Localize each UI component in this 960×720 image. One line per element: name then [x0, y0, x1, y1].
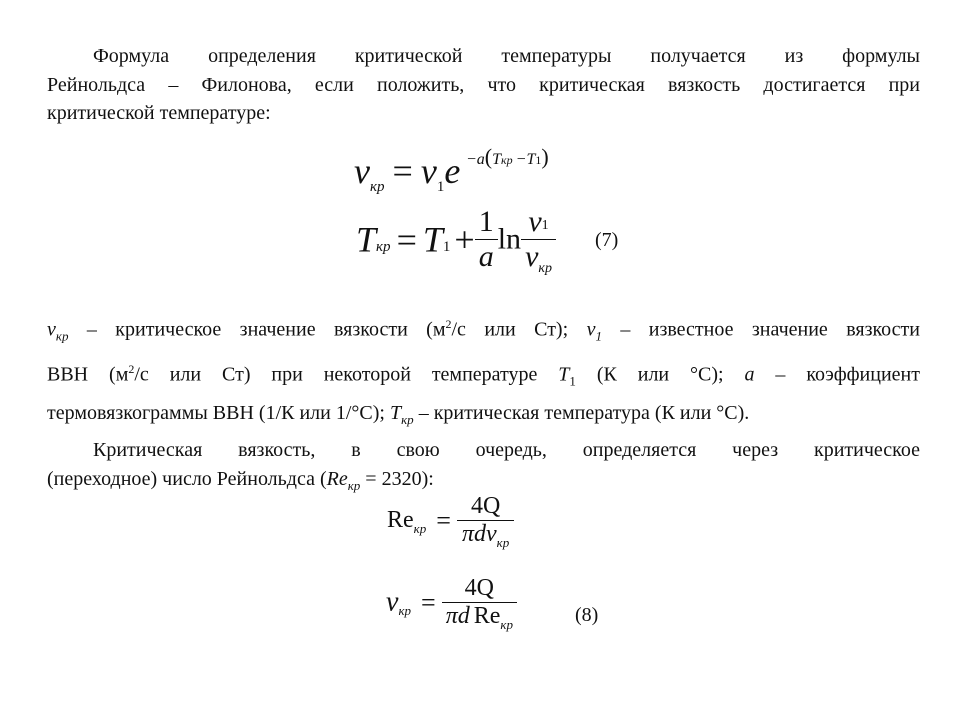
formula7-equals: = — [396, 219, 417, 260]
formula8-den-d: d — [457, 603, 470, 629]
formula7-frac1-num: 1 — [478, 205, 494, 238]
formula7-fraction-1-over-a — [475, 205, 498, 274]
def-line1-sup: 2 — [445, 317, 452, 331]
formula8-equals: = — [421, 587, 436, 617]
formula-re-lhs-sub: кр — [413, 520, 427, 536]
formula7-frac2-den-nu: ν — [525, 240, 539, 273]
formula7-T1-sub: 1 — [442, 239, 451, 255]
def-T1: T — [558, 363, 570, 386]
formula-re-den-d: d — [474, 521, 486, 547]
paragraph-reynolds — [47, 436, 920, 500]
formula-critical-viscosity — [386, 575, 517, 630]
intro-line-1: Формула определения критической температуры получается из формулы — [93, 45, 920, 67]
formula-re-fraction — [457, 493, 514, 548]
formula6-exp-rparen: ) — [541, 144, 549, 169]
formula6-nu: ν — [420, 151, 437, 191]
def-line2-text-b: /с или Ст) при некоторой температуре — [134, 363, 559, 386]
formula7-frac2-num — [521, 205, 556, 239]
formula6-exp-prefix: −a — [466, 151, 485, 168]
paragraph-definitions — [47, 308, 920, 436]
formula6-lhs: ν — [354, 151, 370, 191]
def-T1-sub: 1 — [569, 373, 576, 389]
reynolds-Re-sub: кр — [347, 477, 361, 493]
intro-line-3: критической температуре: — [47, 102, 271, 124]
formula7-frac2-num-sub: 1 — [541, 218, 549, 233]
formula-re-den-pi: π — [461, 521, 474, 547]
formula-reynolds-number — [387, 493, 514, 548]
equation-number-7: (7) — [595, 229, 619, 251]
def-a: a — [744, 363, 755, 386]
formula8-den-pi: π — [445, 603, 458, 629]
formula7-plus: + — [454, 219, 475, 260]
def-nu-kr: ν — [47, 318, 56, 341]
formula6-nu-sub: 1 — [436, 179, 445, 195]
formula7-frac2-den — [521, 240, 556, 274]
formula6-exp-T: T — [492, 151, 502, 168]
formula7-T1: T — [422, 219, 443, 260]
formula7-frac1-den: a — [478, 240, 494, 273]
formula8-fraction — [442, 575, 517, 630]
def-Tkr: T — [389, 402, 402, 425]
def-line2-text-c: (К или °С); — [575, 363, 745, 386]
def-nu1: ν — [586, 318, 596, 341]
reynolds-Re: Re — [326, 467, 348, 490]
reynolds-line2-text-b: = 2320): — [360, 467, 434, 490]
formula6-equals: = — [392, 151, 413, 191]
formula8-den-re: Re — [473, 603, 501, 629]
definitions-line-3 — [47, 397, 920, 436]
def-nu1-sub: 1 — [595, 328, 602, 344]
definitions-line-1 — [47, 308, 920, 353]
formula7-lhs: T — [356, 219, 377, 260]
formula6-exponent — [466, 144, 549, 170]
formula6-exp-lparen: ( — [484, 144, 493, 169]
formula7-lhs-sub: кр — [376, 239, 391, 255]
def-line1-text-a: – критическое значение вязкости (м — [68, 318, 446, 341]
formula-re-den-nu: ν — [486, 521, 497, 547]
def-line3-text-b: – критическая температура (К или °С). — [413, 402, 750, 425]
formula8-lhs-sub: кр — [398, 602, 412, 618]
formula-re-den-nu-sub: кр — [496, 535, 510, 550]
formula-viscosity-exponential — [354, 144, 549, 196]
formula6-exp-minus: −T — [515, 151, 536, 168]
formula8-den — [442, 603, 517, 630]
reynolds-line2-text-a: (переходное) число Рейнольдса ( — [47, 467, 327, 490]
intro-line-2: Рейнольдса – Филонова, если положить, что критическая вязкость достигается при — [47, 73, 920, 96]
formula8-num — [442, 575, 517, 602]
reynolds-line-1: Критическая вязкость, в свою очередь, определяется через критическое — [93, 439, 920, 461]
formula6-e: e — [444, 151, 461, 191]
formula7-ln: ln — [497, 222, 522, 256]
def-line3-text-a: термовязкограммы ВВН (1/К или 1/°С); — [47, 402, 390, 425]
paragraph-intro — [47, 42, 920, 128]
formula-re-num — [457, 493, 514, 520]
formula6-exp-T-sub: кр — [501, 153, 513, 167]
formula-re-lhs: Re — [387, 507, 414, 533]
def-line2-text-a: ВВН (м — [47, 363, 129, 386]
equation-number-8: (8) — [575, 604, 599, 626]
def-line2-sup: 2 — [128, 361, 135, 376]
formula-critical-temperature — [356, 205, 556, 274]
formula7-frac2-num-nu: ν — [528, 205, 542, 238]
formula-re-den — [457, 521, 514, 548]
def-nu-kr-sub: кр — [55, 328, 69, 344]
formula7-frac2-den-sub: кр — [538, 261, 552, 276]
formula7-fraction-nu — [521, 205, 556, 274]
formula8-num-text: 4Q — [464, 575, 495, 601]
formula-re-num-text: 4Q — [470, 493, 501, 519]
definitions-line-2 — [47, 353, 920, 398]
def-line2-text-d: – коэффициент — [754, 363, 920, 386]
formula6-lhs-sub: кр — [369, 179, 385, 195]
formula8-lhs: ν — [386, 586, 399, 618]
def-line1-text-b: /с или Ст); — [451, 318, 587, 341]
def-line1-text-c: – известное значение вязкости — [601, 318, 920, 341]
formula8-den-re-sub: кр — [500, 617, 513, 632]
formula-re-equals: = — [436, 505, 451, 535]
def-Tkr-sub: кр — [401, 412, 414, 428]
formula6-exp-T1-sub: 1 — [535, 153, 542, 167]
